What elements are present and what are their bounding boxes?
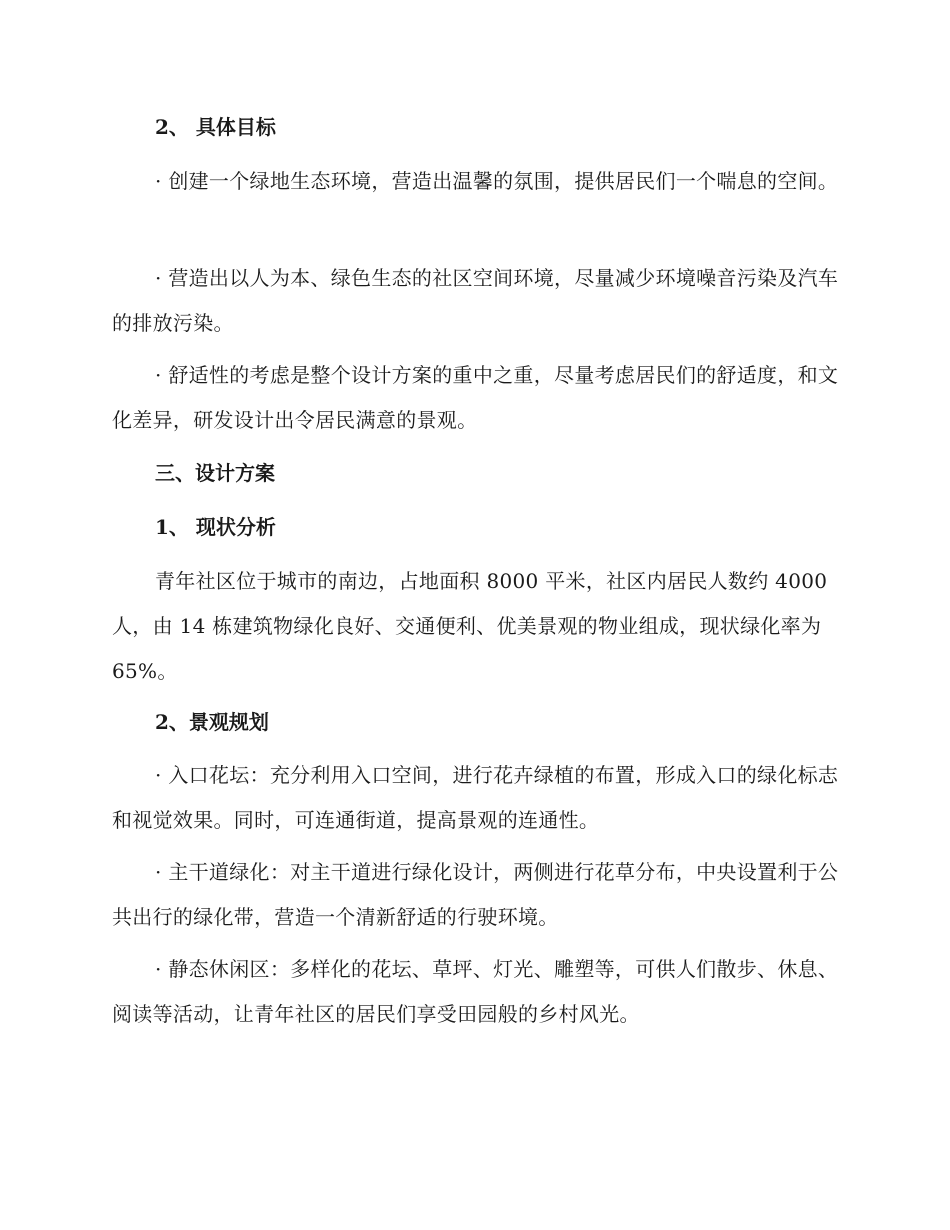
goal-heading: 2、 具体目标 — [155, 115, 276, 139]
goal-item: · 营造出以人为本、绿色生态的社区空间环境，尽量减少环境噪音污染及汽车的排放污染。 — [112, 266, 839, 335]
plan-item: · 入口花坛：充分利用入口空间，进行花卉绿植的布置，形成入口的绿化标志和视觉效果。同时，可连通街道，提高景观的连通性。 — [112, 763, 839, 832]
goal-item: · 创建一个绿地生态环境，营造出温馨的氛围，提供居民们一个喘息的空间。 — [155, 169, 839, 193]
goal-item: · 舒适性的考虑是整个设计方案的重中之重，尽量考虑居民们的舒适度，和文化差异，研发设计出令居民满意的景观。 — [112, 363, 839, 432]
plan-heading: 2、景观规划 — [155, 710, 269, 734]
section-heading: 三、设计方案 — [155, 461, 275, 485]
status-heading: 1、 现状分析 — [155, 515, 276, 539]
plan-item: · 主干道绿化：对主干道进行绿化设计，两侧进行花草分布，中央设置利于公共出行的绿化带，营造一个清新舒适的行驶环境。 — [112, 860, 839, 929]
plan-item: · 静态休闲区：多样化的花坛、草坪、灯光、雕塑等，可供人们散步、休息、阅读等活动，让青年社区的居民们享受田园般的乡村风光。 — [112, 957, 839, 1026]
status-paragraph: 青年社区位于城市的南边，占地面积 8000 平米，社区内居民人数约 4000 人，由 14 栋建筑物绿化良好、交通便利、优美景观的物业组成，现状绿化率为 65%。 — [112, 569, 828, 683]
